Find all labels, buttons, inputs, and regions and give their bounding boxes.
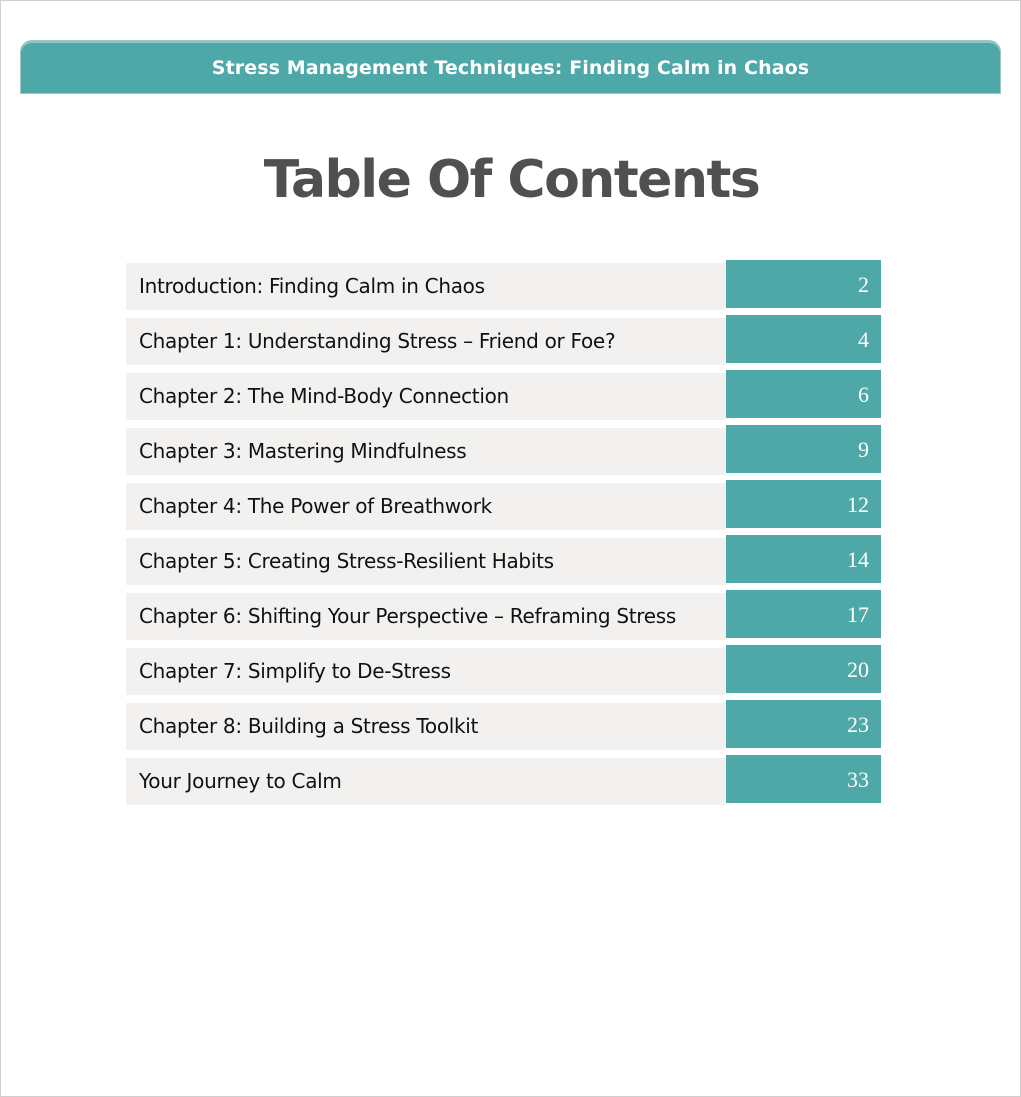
toc-page-number-cell (726, 260, 881, 308)
toc-row[interactable] (126, 590, 881, 640)
toc-entry-label: Chapter 8: Building a Stress Toolkit (139, 713, 479, 738)
toc-row[interactable] (126, 535, 881, 585)
toc-page-number-cell (726, 425, 881, 473)
toc-page-number: 20 (847, 657, 869, 682)
toc-page-number: 33 (847, 767, 869, 792)
toc-page-number-cell (726, 480, 881, 528)
toc-page-number: 14 (847, 547, 869, 572)
toc-page-number-cell (726, 645, 881, 693)
toc-entry-label-cell (126, 703, 726, 750)
toc-entry-label-cell (126, 648, 726, 695)
toc-row[interactable] (126, 700, 881, 750)
toc-entry-label: Chapter 6: Shifting Your Perspective – Reframing Stress (139, 603, 677, 628)
toc-entry-label-cell (126, 483, 726, 530)
toc-entry-label: Chapter 5: Creating Stress-Resilient Habits (139, 548, 554, 573)
toc-page-number: 23 (847, 712, 869, 737)
toc-entry-label-cell (126, 263, 726, 310)
header-title: Stress Management Techniques: Finding Calm in Chaos (211, 57, 810, 79)
toc-page-number: 9 (858, 437, 869, 462)
toc-page-number-cell (726, 590, 881, 638)
toc-page-number: 4 (858, 327, 869, 352)
toc-entry-label-cell (126, 593, 726, 640)
toc-entry-label-cell (126, 538, 726, 585)
toc-row[interactable] (126, 480, 881, 530)
toc-page-number: 12 (847, 492, 869, 517)
toc-row[interactable] (126, 315, 881, 365)
toc-row[interactable] (126, 645, 881, 695)
toc-page-number: 2 (858, 272, 869, 297)
toc-page-number: 6 (858, 382, 869, 407)
toc-page-number-cell (726, 535, 881, 583)
toc-entry-label-cell (126, 428, 726, 475)
toc-entry-label: Chapter 7: Simplify to De-Stress (139, 658, 451, 683)
toc-entry-label: Chapter 2: The Mind-Body Connection (139, 383, 509, 408)
toc-row[interactable] (126, 425, 881, 475)
toc-row[interactable] (126, 755, 881, 805)
toc-entry-label-cell (126, 318, 726, 365)
toc-entry-label: Chapter 3: Mastering Mindfulness (139, 438, 467, 463)
toc-page-number-cell (726, 755, 881, 803)
toc-entry-label: Chapter 1: Understanding Stress – Friend or Foe? (139, 328, 616, 353)
toc-page-number-cell (726, 315, 881, 363)
toc-page-number: 17 (847, 602, 869, 627)
header-bar (20, 40, 1001, 94)
page-title: Table Of Contents (263, 150, 760, 210)
toc-page-number-cell (726, 370, 881, 418)
toc-entry-label: Chapter 4: The Power of Breathwork (139, 493, 492, 518)
table-of-contents (126, 260, 881, 810)
toc-entry-label: Introduction: Finding Calm in Chaos (139, 273, 485, 298)
toc-entry-label: Your Journey to Calm (139, 768, 342, 793)
toc-page-number-cell (726, 700, 881, 748)
toc-row[interactable] (126, 370, 881, 420)
toc-entry-label-cell (126, 373, 726, 420)
toc-entry-label-cell (126, 758, 726, 805)
toc-row[interactable] (126, 260, 881, 310)
